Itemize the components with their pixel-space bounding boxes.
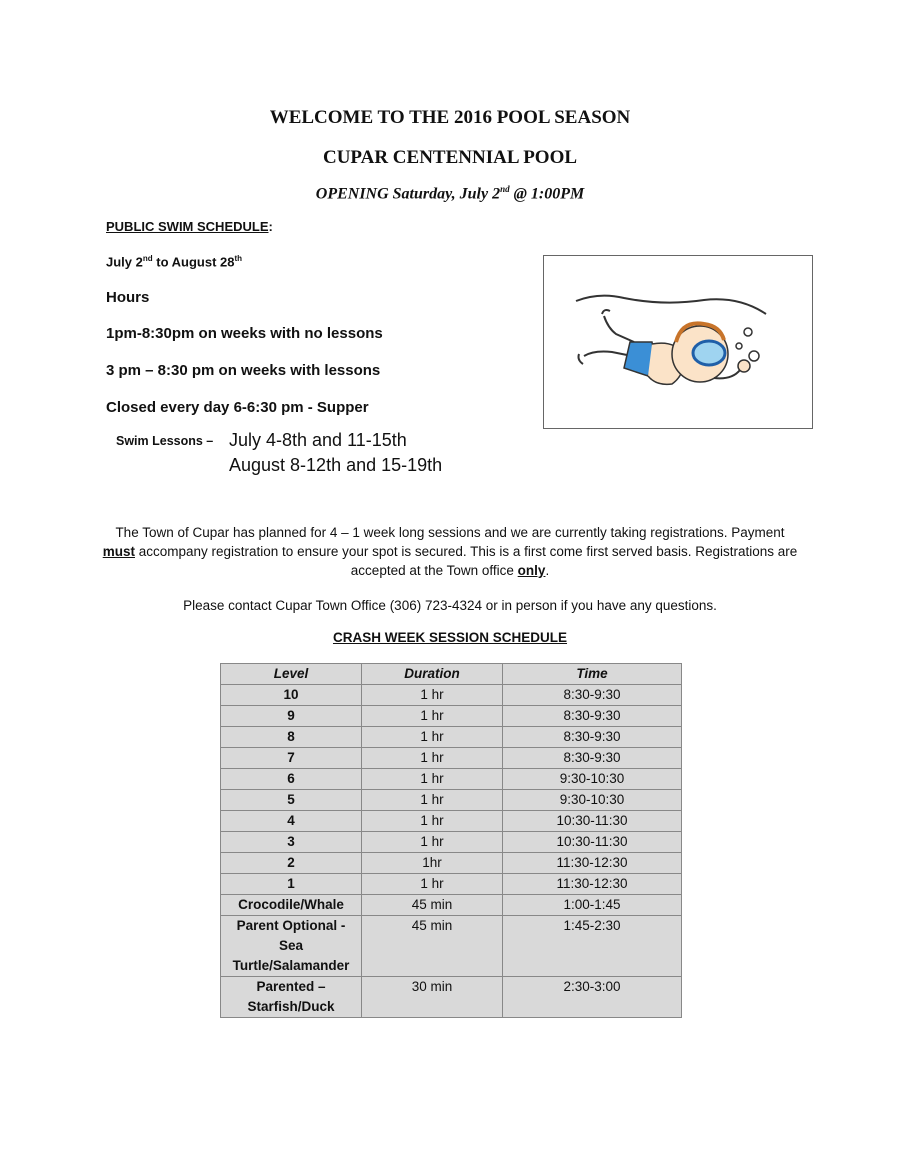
time-cell: 9:30-10:30 — [503, 790, 682, 811]
time-cell: 10:30-11:30 — [503, 832, 682, 853]
duration-cell: 1hr — [362, 853, 503, 874]
public-swim-dates — [106, 254, 242, 269]
duration-cell: 1 hr — [362, 685, 503, 706]
public-swim-heading-text: PUBLIC SWIM SCHEDULE — [106, 219, 269, 234]
registration-must: must — [102, 544, 135, 559]
registration-info-b: accompany registration to ensure your spot is secured. This is a first come first served basis. Registrations are accepted at the Town office — [134, 544, 798, 578]
time-cell: 8:30-9:30 — [503, 727, 682, 748]
public-swim-heading — [106, 219, 273, 234]
table-row — [221, 977, 682, 1018]
table-row — [221, 895, 682, 916]
level-cell: 9 — [221, 706, 362, 727]
level-cell: Parented – Starfish/Duck — [221, 977, 362, 1018]
duration-cell: 1 hr — [362, 832, 503, 853]
time-cell: 10:30-11:30 — [503, 811, 682, 832]
schedule-heading: CRASH WEEK SESSION SCHEDULE — [332, 630, 568, 645]
time-cell: 2:30-3:00 — [503, 977, 682, 1018]
level-cell: 3 — [221, 832, 362, 853]
table-row — [221, 874, 682, 895]
duration-cell: 45 min — [362, 895, 503, 916]
pool-name: CUPAR CENTENNIAL POOL — [322, 147, 578, 168]
duration-cell: 45 min — [362, 916, 503, 977]
header-level: Level — [221, 664, 362, 685]
table-row — [221, 853, 682, 874]
table-row — [221, 727, 682, 748]
hours-label: Hours — [106, 289, 150, 306]
table-row — [221, 706, 682, 727]
duration-cell: 30 min — [362, 977, 503, 1018]
registration-info-a: The Town of Cupar has planned for 4 – 1 week long sessions and we are currently taking registrations. Payment — [115, 525, 785, 540]
table-row — [221, 811, 682, 832]
duration-cell: 1 hr — [362, 790, 503, 811]
swim-lessons-label: Swim Lessons – — [116, 434, 214, 448]
level-cell: 6 — [221, 769, 362, 790]
schedule-table — [220, 663, 682, 1018]
time-cell: 1:45-2:30 — [503, 916, 682, 977]
table-row — [221, 916, 682, 977]
header-time: Time — [503, 664, 682, 685]
time-cell: 1:00-1:45 — [503, 895, 682, 916]
swim-lessons-july: July 4-8th and 11-15th — [229, 430, 407, 450]
table-row — [221, 748, 682, 769]
dates-end-suffix: th — [234, 254, 243, 263]
table-row — [221, 769, 682, 790]
duration-cell: 1 hr — [362, 811, 503, 832]
level-cell: 2 — [221, 853, 362, 874]
swim-lessons-august: August 8-12th and 15-19th — [229, 455, 443, 475]
level-cell: Parent Optional - Sea Turtle/Salamander — [221, 916, 362, 977]
table-row — [221, 832, 682, 853]
time-cell: 11:30-12:30 — [503, 874, 682, 895]
registration-info-c: . — [545, 563, 550, 578]
opening-date-text: OPENING Saturday, July 2 — [315, 185, 501, 203]
level-cell: Crocodile/Whale — [221, 895, 362, 916]
opening-date — [0, 184, 900, 203]
level-cell: 4 — [221, 811, 362, 832]
opening-date-time: @ 1:00PM — [509, 185, 585, 203]
contact-info: Please contact Cupar Town Office (306) 723-4324 or in person if you have any questions. — [183, 598, 717, 613]
table-row — [221, 790, 682, 811]
public-swim-heading-colon: : — [268, 219, 273, 234]
table-row — [221, 685, 682, 706]
registration-only: only — [517, 563, 546, 578]
duration-cell: 1 hr — [362, 769, 503, 790]
closed-supper: Closed every day 6-6:30 pm - Supper — [106, 399, 369, 416]
swimmer-icon — [544, 256, 812, 428]
table-header-row — [221, 664, 682, 685]
page-title: WELCOME TO THE 2016 POOL SEASON — [269, 107, 631, 128]
hours-no-lessons: 1pm-8:30pm on weeks with no lessons — [106, 325, 383, 342]
time-cell: 8:30-9:30 — [503, 748, 682, 769]
dates-start: July 2 — [106, 254, 143, 270]
hours-with-lessons: 3 pm – 8:30 pm on weeks with lessons — [106, 362, 381, 379]
dates-end: to August 28 — [152, 254, 235, 270]
duration-cell: 1 hr — [362, 706, 503, 727]
time-cell: 8:30-9:30 — [503, 706, 682, 727]
swimmer-illustration — [543, 255, 813, 429]
time-cell: 11:30-12:30 — [503, 853, 682, 874]
dates-start-suffix: nd — [142, 254, 153, 263]
level-cell: 10 — [221, 685, 362, 706]
level-cell: 1 — [221, 874, 362, 895]
duration-cell: 1 hr — [362, 727, 503, 748]
time-cell: 9:30-10:30 — [503, 769, 682, 790]
schedule-heading-wrap — [0, 630, 900, 645]
header-duration: Duration — [362, 664, 503, 685]
opening-date-suffix: nd — [500, 184, 510, 194]
registration-info — [100, 523, 800, 580]
level-cell: 5 — [221, 790, 362, 811]
level-cell: 7 — [221, 748, 362, 769]
level-cell: 8 — [221, 727, 362, 748]
duration-cell: 1 hr — [362, 874, 503, 895]
time-cell: 8:30-9:30 — [503, 685, 682, 706]
duration-cell: 1 hr — [362, 748, 503, 769]
